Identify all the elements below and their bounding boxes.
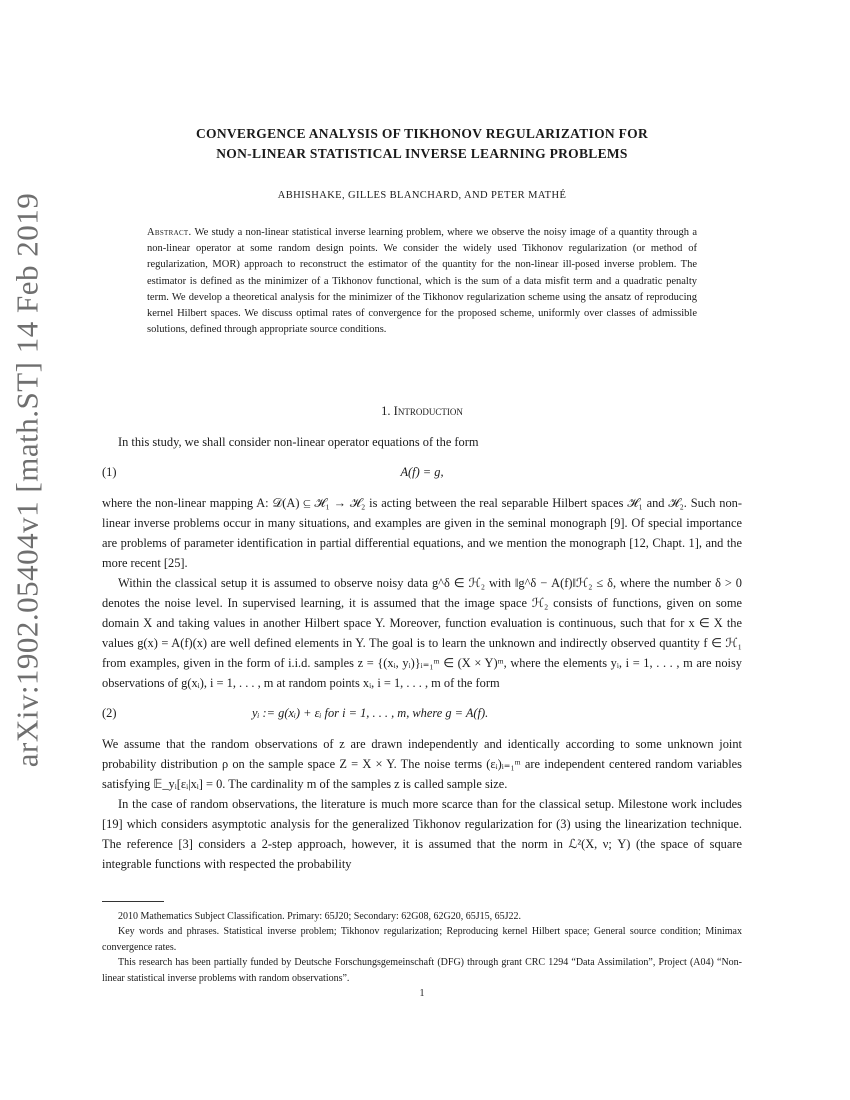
- title-line-2: NON-LINEAR STATISTICAL INVERSE LEARNING PROBLEMS: [216, 146, 628, 161]
- equation-2-number: (2): [102, 706, 117, 720]
- abstract: [147, 225, 697, 338]
- paragraph-3: Within the classical setup it is assumed to observe noisy data g^δ ∈ ℋ₂ with ‖g^δ − A(f)‖ℋ₂ ≤ δ, where the number δ > 0 denotes the noise level. In supervised learning, it is assumed that the image space ℋ₂ consists of functions, given on some domain X and taking values in another Hilbert space Y. Moreover, function evaluation is continuous, such that for x ∈ X the values g(x) = A(f)(x) are well defined elements in Y. The goal is to learn the unknown and indirectly observed quantity f ∈ ℋ₁ from examples, given in the form of i.i.d. samples z = {(xᵢ, yᵢ)}ᵢ₌₁ᵐ ∈ (X × Y)ᵐ, where the elements yᵢ, i = 1, . . . , m are noisy observations of g(xᵢ), i = 1, . . . , m at random points xᵢ, i = 1, . . . , m of the form: [102, 576, 742, 690]
- paragraph-5: In the case of random observations, the literature is much more scarce than for the classical setup. Milestone work includes [19] which considers asymptotic analysis for the generalized Tikhonov regularization for (3) using the linearization technique. The reference [3] considers a 2-step approach, however, it is assumed that the norm in ℒ²(X, ν; Y) (the space of square integrable functions with respected the probability: [102, 797, 742, 871]
- footnote-funding: This research has been partially funded by Deutsche Forschungsgemeinschaft (DFG) through grant CRC 1294 “Data Assimilation”, Project (A04) “Non-linear statistical inverse problems with random observations”.: [102, 957, 742, 984]
- paragraph-1: In this study, we shall consider non-linear operator equations of the form: [118, 435, 479, 449]
- abstract-heading: Abstract.: [147, 227, 192, 238]
- arxiv-stamp-text: arXiv:1902.05404v1 [math.ST] 14 Feb 2019: [9, 192, 45, 768]
- equation-2: [102, 703, 742, 723]
- equation-1-number: (1): [102, 465, 117, 479]
- paragraph-4: We assume that the random observations of z are drawn independently and identically according to some unknown joint probability distribution ρ on the sample space Z = X × Y. The noise terms (εᵢ)ᵢ₌₁ᵐ are independent centered random variables satisfying 𝔼_yᵢ[εᵢ|xᵢ] = 0. The cardinality m of the samples z is called sample size.: [102, 737, 742, 791]
- equation-1: [102, 462, 742, 482]
- authors: ABHISHAKE, GILLES BLANCHARD, AND PETER MATHÉ: [277, 190, 567, 201]
- abstract-text: We study a non-linear statistical inverse learning problem, where we observe the noisy image of a quantity through a non-linear operator at some random design points. We consider the widely used Tikhonov regularization (or method of regularization, MOR) approach to reconstruct the estimator of the quantity for the non-linear ill-posed inverse problem. The estimator is defined as the minimizer of a Tikhonov functional, which is the sum of a data misfit term and a quadratic penalty term. We develop a theoretical analysis for the minimizer of the Tikhonov regularization scheme using the ansatz of reproducing kernel Hilbert spaces. We discuss optimal rates of convergence for the proposed scheme, uniformly over classes of admissible solutions, defined through appropriate source conditions.: [147, 227, 698, 336]
- footnote-keywords: Key words and phrases. Statistical inverse problem; Tikhonov regularization; Reproducing kernel Hilbert space; General source condition; Minimax convergence rates.: [102, 926, 742, 953]
- arxiv-stamp: [2, 192, 52, 768]
- section-title: Introduction: [393, 404, 463, 418]
- paragraph-2: where the non-linear mapping A: 𝒟(A) ⊆ ℋ₁ → ℋ₂ is acting between the real separable Hilbert spaces ℋ₁ and ℋ₂. Such non-linear inverse problems occur in many situations, and examples are given in the seminal monograph [9]. Of special importance are problems of parameter identification in partial differential equations, and we mention the monograph [12, Chapt. 1], and the more recent [25].: [102, 496, 742, 570]
- paper-title: [102, 124, 742, 164]
- equation-2-expression: yᵢ := g(xᵢ) + εᵢ for i = 1, . . . , m, where g = A(f).: [252, 706, 489, 720]
- section-number: 1.: [381, 404, 391, 418]
- title-line-1: CONVERGENCE ANALYSIS OF TIKHONOV REGULARIZATION FOR: [195, 126, 648, 141]
- footnote-rule: [102, 901, 164, 902]
- footnote-msc: 2010 Mathematics Subject Classification. Primary: 65J20; Secondary: 62G08, 62G20, 65J15, 65J22.: [118, 911, 522, 922]
- page-number: 1: [419, 988, 425, 999]
- footnotes: [102, 909, 742, 986]
- body-text: [102, 432, 742, 874]
- equation-1-expression: A(f) = g,: [400, 465, 444, 479]
- section-heading: [102, 404, 742, 419]
